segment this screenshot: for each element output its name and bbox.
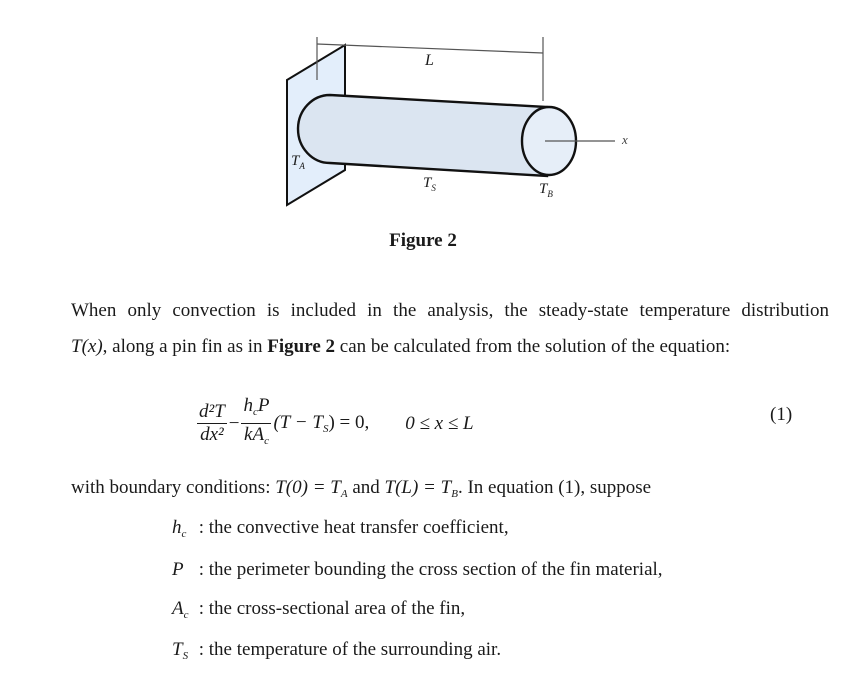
intro-paragraph-line1: When only convection is included in the analysis, the steady-state temperature distribution	[71, 300, 829, 321]
surface-temp-label: $T_S$	[423, 175, 436, 193]
coefficient-fraction: $\frac{h_cP}{kA_c}$	[243, 395, 270, 447]
equation-number: (1)	[770, 404, 793, 425]
definition-p: P : the perimeter bounding the cross section of the fin material,	[172, 559, 663, 580]
base-temp-label: $T_A$	[291, 153, 305, 171]
intro-paragraph-line2: T(x), along a pin fin as in Figure 2 can be calculated from the solution of the equation:	[71, 336, 731, 357]
definition-ac: $A_c$ : the cross-sectional area of the fin,	[172, 598, 466, 621]
figure-pin-fin	[0, 0, 846, 230]
equation-1: $\frac{\text{d²T}}{\text{dx²}}$ − $\frac{h_cP}{kA_c}$ $(T - T_S) = 0$, 0 ≤ x ≤ L	[195, 395, 474, 452]
equation-domain: 0 ≤ x ≤ L	[405, 412, 474, 434]
figure-reference: Figure 2	[267, 336, 336, 357]
figure-caption: Figure 2	[389, 230, 457, 251]
definition-hc: $h_c$ : the convective heat transfer coefficient,	[172, 517, 509, 540]
tip-temp-label: $T_B$	[539, 181, 553, 199]
pin-fin-diagram	[0, 0, 846, 230]
axis-label: x	[622, 132, 628, 147]
length-label: L	[425, 52, 434, 69]
second-derivative: $\frac{\text{d²T}}{\text{dx²}}$	[199, 401, 225, 445]
boundary-conditions: with boundary conditions: $T(0) = T_A$ and $T(L) = T_B$. In equation (1), suppose	[71, 477, 652, 500]
definition-ts: $T_S$ : the temperature of the surrounding air.	[172, 639, 502, 662]
